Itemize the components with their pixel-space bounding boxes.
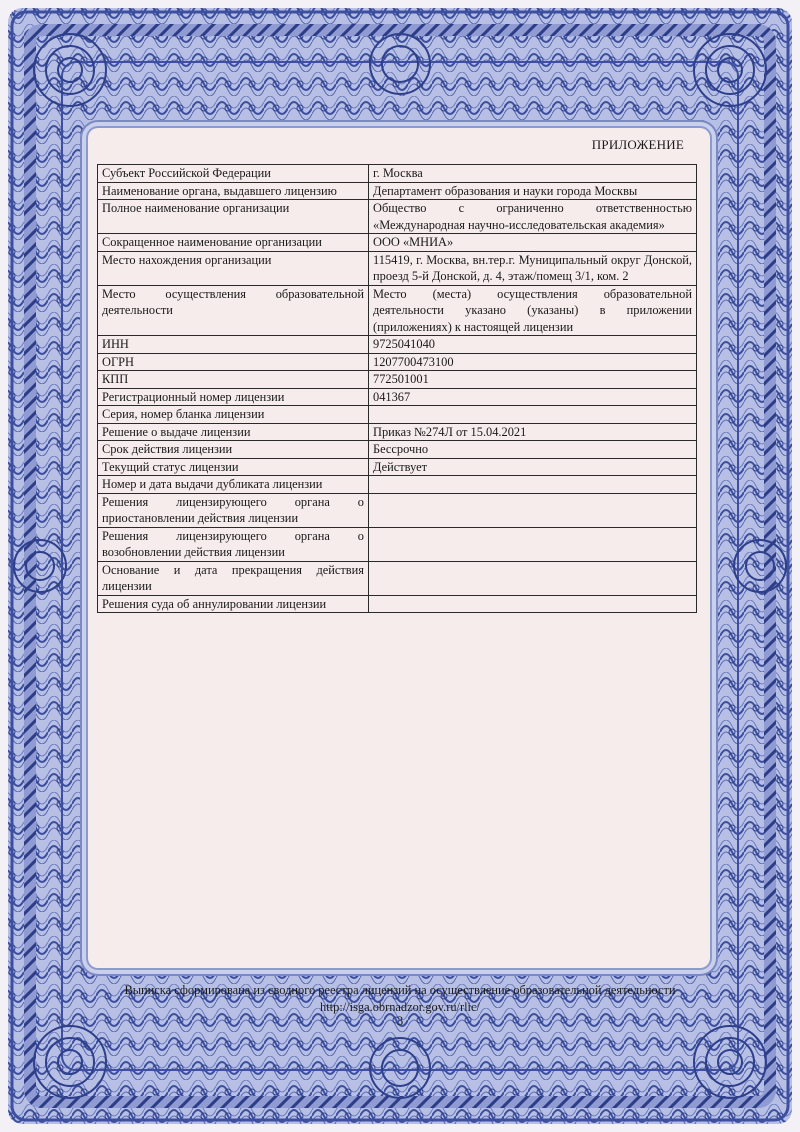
row-value: Место (места) осуществления образовательной деятельности указано (указаны) в приложении (приложениях) к настоящей лицензии bbox=[369, 285, 697, 336]
row-label: Наименование органа, выдавшего лицензию bbox=[98, 182, 369, 200]
table-row bbox=[98, 527, 697, 561]
row-value: Департамент образования и науки города Москвы bbox=[369, 182, 697, 200]
row-label: ИНН bbox=[98, 336, 369, 354]
table-row bbox=[98, 371, 697, 389]
license-details-table bbox=[97, 164, 697, 613]
page-number: 3 bbox=[396, 1013, 404, 1028]
row-label: Решения суда об аннулировании лицензии bbox=[98, 595, 369, 613]
document-heading: ПРИЛОЖЕНИЕ bbox=[591, 137, 684, 152]
row-label: Решение о выдаче лицензии bbox=[98, 423, 369, 441]
table-row bbox=[98, 251, 697, 285]
table-row bbox=[98, 493, 697, 527]
row-value: 115419, г. Москва, вн.тер.г. Муниципальный округ Донской, проезд 5-й Донской, д. 4, этаж/помещ 3/1, ком. 2 bbox=[369, 251, 697, 285]
row-label: Место нахождения организации bbox=[98, 251, 369, 285]
row-label: Субъект Российской Федерации bbox=[98, 165, 369, 183]
table-row bbox=[98, 165, 697, 183]
table-row bbox=[98, 234, 697, 252]
row-label: Срок действия лицензии bbox=[98, 441, 369, 459]
row-value: Бессрочно bbox=[369, 441, 697, 459]
row-label: Текущий статус лицензии bbox=[98, 458, 369, 476]
row-value: ООО «МНИА» bbox=[369, 234, 697, 252]
registry-footer-note: Выписка сформирована из сводного реестра лицензий на осуществление образовательной деятельности http://isga.obrnadzor.gov.ru/rlic/ bbox=[124, 983, 676, 1014]
table-row bbox=[98, 388, 697, 406]
table-row bbox=[98, 595, 697, 613]
row-value: 9725041040 bbox=[369, 336, 697, 354]
row-label: Сокращенное наименование организации bbox=[98, 234, 369, 252]
row-label: Место осуществления образовательной деятельности bbox=[98, 285, 369, 336]
table-row bbox=[98, 423, 697, 441]
table-row bbox=[98, 406, 697, 424]
row-value bbox=[369, 595, 697, 613]
row-value: Общество с ограниченно ответственностью «Международная научно-исследовательская академия» bbox=[369, 200, 697, 234]
row-label: КПП bbox=[98, 371, 369, 389]
row-label: Номер и дата выдачи дубликата лицензии bbox=[98, 476, 369, 494]
row-value bbox=[369, 406, 697, 424]
table-row bbox=[98, 353, 697, 371]
row-value: 041367 bbox=[369, 388, 697, 406]
row-value: 772501001 bbox=[369, 371, 697, 389]
row-label: Полное наименование организации bbox=[98, 200, 369, 234]
row-value: Приказ №274Л от 15.04.2021 bbox=[369, 423, 697, 441]
table-row bbox=[98, 200, 697, 234]
table-row bbox=[98, 182, 697, 200]
row-value: Действует bbox=[369, 458, 697, 476]
row-value bbox=[369, 476, 697, 494]
table-row bbox=[98, 285, 697, 336]
row-label: ОГРН bbox=[98, 353, 369, 371]
table-row bbox=[98, 561, 697, 595]
row-value bbox=[369, 561, 697, 595]
table-row bbox=[98, 441, 697, 459]
row-value: г. Москва bbox=[369, 165, 697, 183]
row-label: Основание и дата прекращения действия лицензии bbox=[98, 561, 369, 595]
row-label: Решения лицензирующего органа о приостановлении действия лицензии bbox=[98, 493, 369, 527]
row-value bbox=[369, 493, 697, 527]
row-value bbox=[369, 527, 697, 561]
table-row bbox=[98, 336, 697, 354]
row-label: Решения лицензирующего органа о возобновлении действия лицензии bbox=[98, 527, 369, 561]
row-label: Серия, номер бланка лицензии bbox=[98, 406, 369, 424]
row-value: 1207700473100 bbox=[369, 353, 697, 371]
row-label: Регистрационный номер лицензии bbox=[98, 388, 369, 406]
table-row bbox=[98, 476, 697, 494]
table-row bbox=[98, 458, 697, 476]
